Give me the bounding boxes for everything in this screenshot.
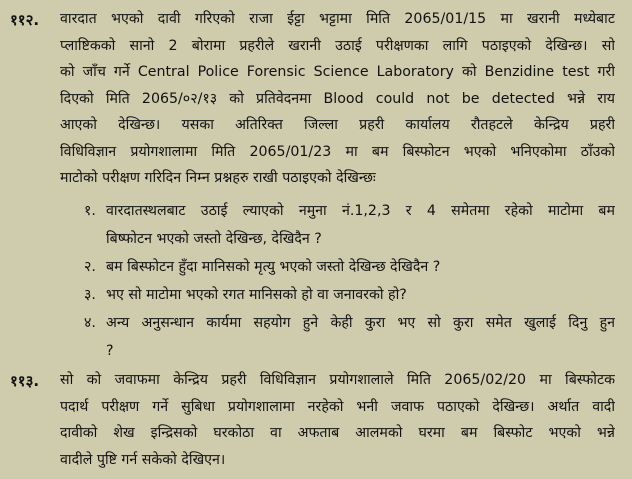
paragraph-number: ११३. bbox=[10, 372, 40, 390]
question-text bbox=[106, 281, 615, 309]
question-item bbox=[84, 197, 615, 253]
question-number: २. bbox=[84, 259, 96, 275]
text-line: ? bbox=[106, 343, 114, 359]
text-line: प्लाष्टिकको सानो 2 बोरामा प्रहरीले खरानी उठाई परीक्षणका लागि पठाइएको देखिन्छ। सो bbox=[60, 37, 615, 54]
question-text bbox=[106, 197, 615, 253]
text-line: माटोको परीक्षण गरिदिन निम्न प्रश्नहरु राखी पठाइएको देखिन्छः bbox=[60, 170, 376, 186]
paragraph-number: ११२. bbox=[10, 11, 40, 29]
question-number: १. bbox=[84, 203, 96, 219]
text-line: को जाँच गर्ने Central Police Forensic Science Laboratory को Benzidine test गरी bbox=[60, 64, 615, 80]
question-text bbox=[106, 253, 615, 281]
question-item bbox=[84, 281, 615, 309]
text-line: वारदातस्थलबाट उठाई ल्याएको नमुना नं.1,2,3 र 4 समेतमा रहेको माटोमा बम bbox=[106, 203, 615, 219]
text-line: बम बिस्फोटन हुँदा मानिसको मृत्यु भएको जस्तो देखिन्छ देखिदैन ? bbox=[106, 259, 441, 275]
question-number: ४. bbox=[84, 315, 96, 331]
text-line: वारदात भएको दावी गरिएको राजा ईट्टा भट्टामा मिति 2065/01/15 मा खरानी मध्येबाट bbox=[60, 11, 615, 27]
text-line: वादीले पुष्टि गर्न सकेको देखिएन। bbox=[60, 451, 226, 468]
text-line: आएको देखिन्छ। यसका अतिरिक्त जिल्ला प्रहरी कार्यालय रौतहटले केन्द्रिय प्रहरी bbox=[60, 117, 615, 133]
question-text bbox=[106, 309, 615, 365]
question-number: ३. bbox=[84, 287, 96, 303]
text-line: बिष्फोटन भएको जस्तो देखिन्छ, देखिदैन ? bbox=[106, 231, 322, 247]
question-list bbox=[84, 197, 615, 365]
text-line: विधिविज्ञान प्रयोगशालामा मिति 2065/01/23 मा बम बिस्फोटन भएको भनिएकोमा ठाँउको bbox=[60, 143, 615, 160]
text-line: भए सो माटोमा भएको रगत मानिसको हो वा जनावरको हो? bbox=[106, 287, 407, 303]
text-line: दिएको मिति 2065/०२/१३ को प्रतिवेदनमा Blood could not be detected भन्ने राय bbox=[60, 90, 615, 107]
text-line: दावीको शेख इन्द्रिसको घरकोठा वा अफताब आलमको घरमा बम बिस्फोट भएको भन्ने bbox=[60, 425, 615, 441]
text-line: अन्य अनुसन्धान कार्यमा सहयोग हुने केही कुरा भए सो कुरा समेत खुलाई दिनु हुन bbox=[106, 315, 615, 331]
text-line: सो को जवाफमा केन्द्रिय प्रहरी विधिविज्ञान प्रयोगशालाले मिति 2065/02/20 मा बिस्फोटक bbox=[60, 372, 615, 388]
paragraph-text bbox=[60, 6, 615, 192]
paragraph-text bbox=[60, 367, 615, 473]
text-line: पदार्थ परीक्षण गर्ने सुबिधा प्रयोगशालामा नरहेको भनी जवाफ पठाएको देखिन्छ। अर्थात वादी bbox=[60, 398, 615, 415]
question-item bbox=[84, 309, 615, 365]
question-item bbox=[84, 253, 615, 281]
